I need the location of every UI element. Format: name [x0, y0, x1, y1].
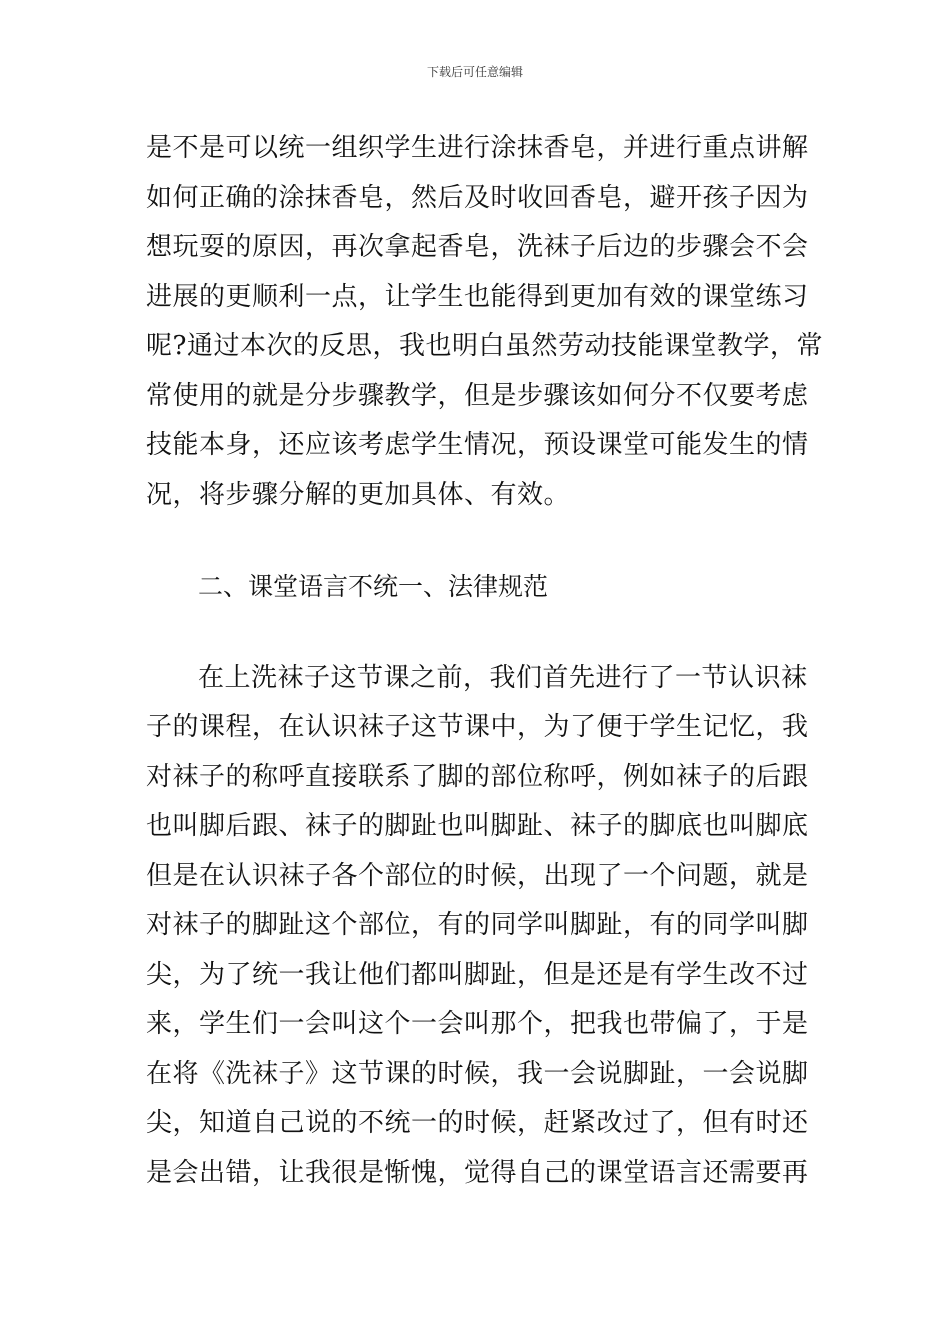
paragraph-line: 如何正确的涂抹香皂，然后及时收回香皂，避开孩子因为: [146, 182, 809, 213]
paragraph-line: 但是在认识袜子各个部位的时候，出现了一个问题，就是: [146, 860, 809, 891]
paragraph-line: 尖，为了统一我让他们都叫脚趾，但是还是有学生改不过: [146, 959, 809, 990]
paragraph-line: 对袜子的称呼直接联系了脚的部位称呼，例如袜子的后跟: [146, 761, 809, 792]
paragraph-line: 是会出错，让我很是惭愧，觉得自己的课堂语言还需要再: [146, 1157, 809, 1188]
paragraph-line: 尖，知道自己说的不统一的时候，赶紧改过了，但有时还: [146, 1108, 809, 1138]
paragraph-spacer: [146, 520, 816, 562]
paragraph-line: 对袜子的脚趾这个部位，有的同学叫脚趾，有的同学叫脚: [146, 910, 809, 940]
paragraph-line: 况，将步骤分解的更加具体、有效。: [146, 479, 571, 510]
paragraph-line: 进展的更顺利一点，让学生也能得到更加有效的课堂练习: [146, 281, 809, 312]
paragraph-line: 常使用的就是分步骤教学，但是步骤该如何分不仅要考虑: [146, 380, 809, 411]
paragraph-line: 呢?通过本次的反思，我也明白虽然劳动技能课堂教学，常: [146, 331, 823, 361]
paragraph-line: 在将《洗袜子》这节课的时候，我一会说脚趾，一会说脚: [146, 1058, 809, 1089]
paragraph-1: [146, 124, 823, 520]
paragraph-line: 来，学生们一会叫这个一会叫那个，把我也带偏了，于是: [146, 1009, 809, 1039]
paragraph-line: 子的课程，在认识袜子这节课中，为了便于学生记忆，我: [146, 712, 809, 742]
document-body: [146, 124, 823, 1198]
paragraph-2: [146, 654, 816, 1199]
paragraph-line: 在上洗袜子这节课之前，我们首先进行了一节认识袜: [198, 662, 808, 693]
page-header-note: 下载后可任意编辑: [426, 65, 523, 79]
paragraph-line: 是不是可以统一组织学生进行涂抹香皂，并进行重点讲解: [146, 133, 809, 163]
section-heading: 二、课堂语言不统一、法律规范: [198, 572, 549, 601]
paragraph-line: 技能本身，还应该考虑学生情况，预设课堂可能发生的情: [146, 430, 809, 460]
paragraph-line: 也叫脚后跟、袜子的脚趾也叫脚趾、袜子的脚底也叫脚底: [146, 811, 809, 841]
paragraph-line: 想玩耍的原因，再次拿起香皂，洗袜子后边的步骤会不会: [146, 232, 809, 262]
paragraph-spacer: [146, 612, 816, 654]
